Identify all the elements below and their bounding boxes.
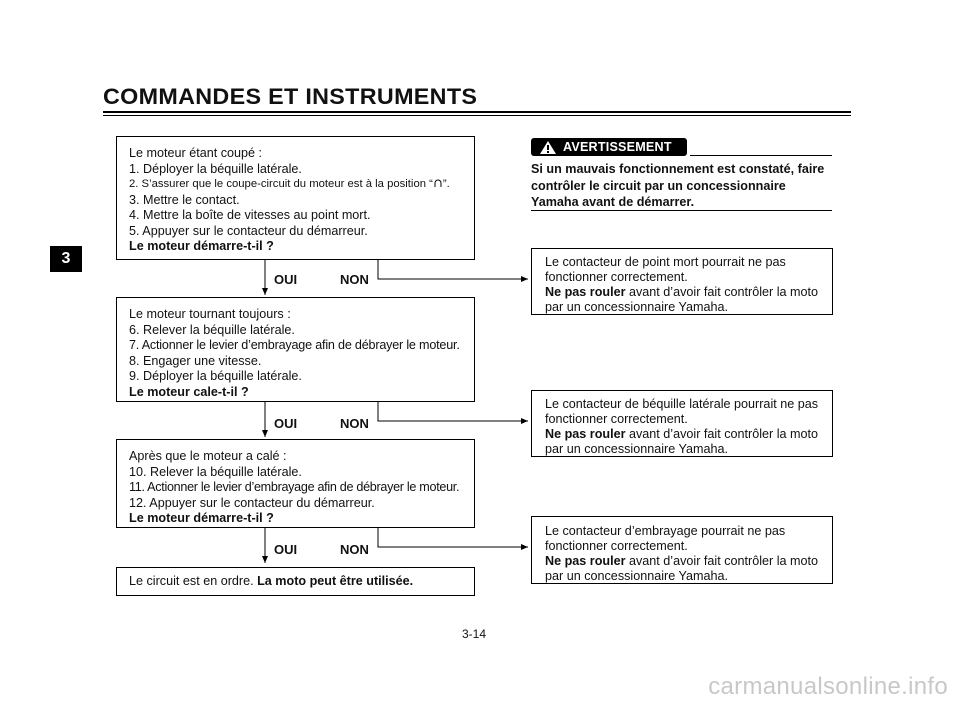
arrow-no-2: [378, 402, 528, 421]
result-box-3: [531, 516, 833, 584]
result-box-2: [531, 390, 833, 457]
step-line: Le moteur étant coupé :: [129, 146, 263, 160]
result-line: Le contacteur de béquille latérale pourrait ne pas: [545, 397, 819, 411]
result-box-1: [531, 248, 833, 315]
label-no: NON: [340, 416, 369, 431]
result-line: par un concessionnaire Yamaha.: [545, 300, 728, 314]
final-text-bold: La moto peut être utilisée.: [257, 574, 414, 588]
step-line: 10. Relever la béquille latérale.: [129, 464, 302, 479]
warning-tag: [531, 138, 687, 156]
warning-tag-label: AVERTISSEMENT: [563, 140, 672, 154]
watermark: carmanualsonline.info: [708, 673, 948, 700]
step-line: 11. Actionner le levier d’embrayage afin de débrayer le moteur.: [129, 480, 460, 494]
section-tab: 3: [50, 246, 82, 272]
step-box-1: [116, 136, 475, 260]
step-line-switch: 2. S’assurer que le coupe-circuit du moteur est à la position “ ”.: [129, 178, 450, 190]
step-line: 5. Appuyer sur le contacteur du démarreur.: [129, 223, 368, 238]
result-line: par un concessionnaire Yamaha.: [545, 442, 728, 456]
warning-line: contrôler le circuit par un concessionnaire: [531, 178, 786, 193]
step-box-2: [116, 297, 475, 402]
step-line: 12. Appuyer sur le contacteur du démarreur.: [129, 495, 375, 510]
step-line: 7. Actionner le levier d’embrayage afin de débrayer le moteur.: [129, 338, 460, 352]
step-line: 6. Relever la béquille latérale.: [129, 322, 295, 337]
result-line: Ne pas rouler avant d’avoir fait contrôler la moto: [545, 554, 818, 568]
step-question: Le moteur cale-t-il ?: [129, 384, 249, 399]
result-line: Le contacteur d’embrayage pourrait ne pas: [545, 524, 786, 538]
warning-line: Si un mauvais fonctionnement est constaté, faire: [531, 162, 825, 176]
label-no: NON: [340, 542, 369, 557]
label-yes: OUI: [274, 542, 298, 557]
warning-text: [531, 161, 824, 211]
step-line: 8. Engager une vitesse.: [129, 353, 262, 368]
step-line: 9. Déployer la béquille latérale.: [129, 369, 302, 383]
step-line: Après que le moteur a calé :: [129, 449, 287, 463]
warning-rule-top: [690, 155, 832, 156]
warning-icon: [539, 140, 557, 155]
final-text: Le circuit est en ordre.: [129, 574, 258, 588]
arrow-no-3: [378, 528, 528, 547]
step-line: 3. Mettre le contact.: [129, 192, 240, 207]
step-question: Le moteur démarre-t-il ?: [129, 239, 274, 253]
result-line: fonctionner correctement.: [545, 270, 688, 284]
label-yes: OUI: [274, 416, 298, 431]
step-line: 4. Mettre la boîte de vitesses au point mort.: [129, 208, 371, 222]
result-line: par un concessionnaire Yamaha.: [545, 569, 728, 583]
result-line: Le contacteur de point mort pourrait ne pas: [545, 255, 786, 269]
warning-rule-bottom: [531, 210, 832, 211]
step-box-3: [116, 439, 475, 528]
result-line: fonctionner correctement.: [545, 412, 688, 426]
label-no: NON: [340, 272, 369, 287]
result-line: Ne pas rouler avant d’avoir fait contrôler la moto: [545, 427, 818, 441]
step-line: 1. Déployer la béquille latérale.: [129, 161, 302, 176]
result-line: fonctionner correctement.: [545, 539, 688, 553]
engine-run-switch-icon: [433, 178, 443, 188]
result-line: Ne pas rouler avant d’avoir fait contrôler la moto: [545, 285, 818, 299]
step-line: Le moteur tournant toujours :: [129, 307, 291, 321]
page-title: COMMANDES ET INSTRUMENTS: [103, 84, 478, 109]
final-box: [116, 567, 475, 596]
warning-line: Yamaha avant de démarrer.: [531, 195, 695, 209]
label-yes: OUI: [274, 272, 298, 287]
page-number: 3-14: [462, 627, 487, 641]
step-question: Le moteur démarre-t-il ?: [129, 511, 274, 525]
arrow-no-1: [378, 260, 528, 279]
